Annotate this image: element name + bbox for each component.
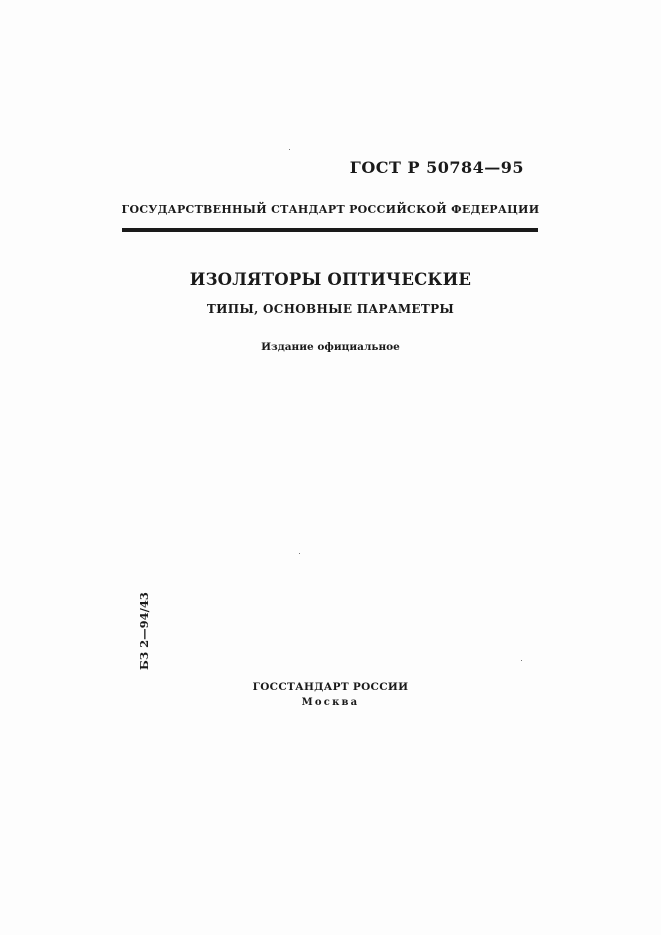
scan-speck: [289, 149, 290, 150]
publication-city: Москва: [301, 697, 360, 708]
organization-line: ГОСУДАРСТВЕННЫЙ СТАНДАРТ РОССИЙСКОЙ ФЕДЕРАЦИИ: [121, 203, 540, 216]
standard-number: ГОСТ Р 50784—95: [349, 158, 524, 177]
header-rule: [122, 228, 538, 232]
edition-note: Издание официальное: [261, 341, 400, 353]
document-title: ИЗОЛЯТОРЫ ОПТИЧЕСКИЕ: [189, 270, 472, 289]
side-code-block: [137, 590, 153, 670]
scan-speck: [521, 660, 522, 661]
side-code: БЗ 2—94/43: [137, 592, 151, 670]
document-subtitle: ТИПЫ, ОСНОВНЫЕ ПАРАМЕТРЫ: [206, 302, 455, 316]
scan-speck: [299, 553, 300, 554]
publisher: ГОССТАНДАРТ РОССИИ: [252, 681, 409, 693]
